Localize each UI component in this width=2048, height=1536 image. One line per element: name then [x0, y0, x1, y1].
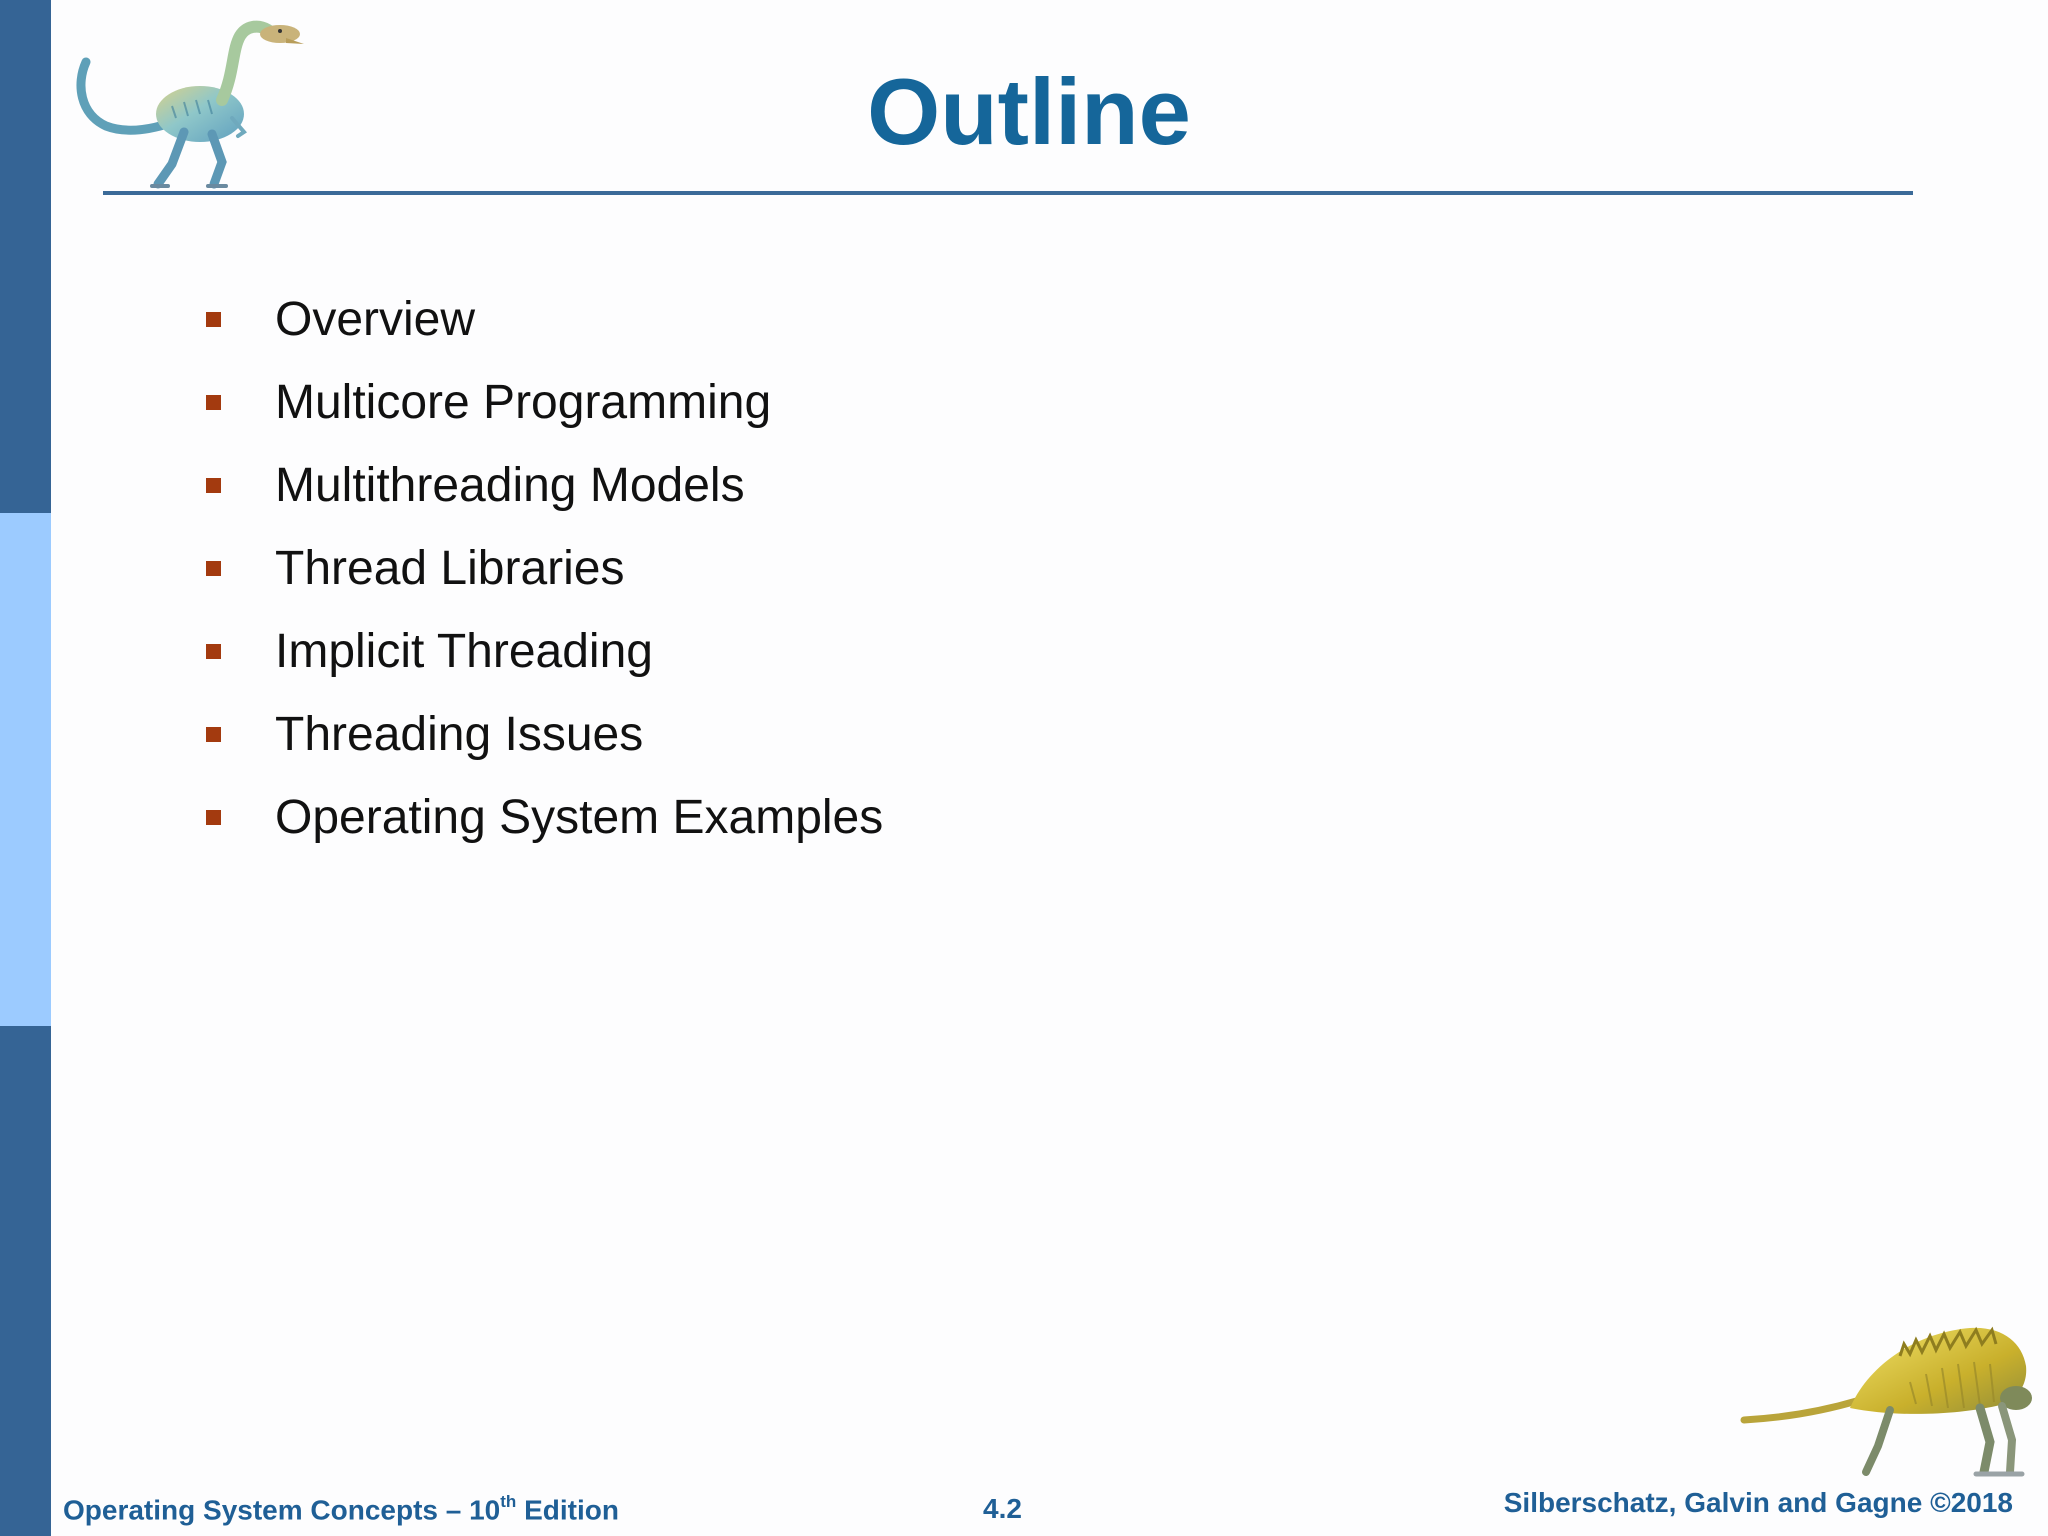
list-item — [200, 444, 883, 527]
list-item — [200, 527, 883, 610]
bullet-square-icon — [206, 561, 221, 576]
footer-authors: Silberschatz, Galvin and Gagne ©2018 — [1503, 1487, 2013, 1518]
dinosaur-icon — [1740, 1322, 2040, 1482]
bullet-square-icon — [206, 478, 221, 493]
bullet-square-icon — [206, 727, 221, 742]
sidebar-stripe-bottom — [0, 1026, 51, 1536]
footer-book-title — [63, 1494, 619, 1526]
list-item — [200, 776, 883, 859]
sidebar-stripe-middle — [0, 513, 51, 1026]
footer-book-title-suffix: Edition — [516, 1494, 619, 1526]
list-item — [200, 278, 883, 361]
bullet-square-icon — [206, 395, 221, 410]
outline-list — [200, 278, 883, 859]
footer-book-title-prefix: Operating System Concepts – 10 — [63, 1494, 501, 1526]
bullet-square-icon — [206, 644, 221, 659]
bullet-square-icon — [206, 810, 221, 825]
list-item-text: Threading Issues — [275, 708, 644, 761]
list-item — [200, 610, 883, 693]
list-item-text: Multithreading Models — [275, 459, 745, 512]
list-item-text: Implicit Threading — [275, 625, 653, 678]
title-divider — [103, 191, 1913, 195]
list-item-text: Multicore Programming — [275, 376, 772, 429]
slide-title: Outline — [867, 59, 1191, 164]
list-item-text: Thread Libraries — [275, 542, 625, 595]
list-item-text: Operating System Examples — [275, 791, 884, 844]
list-item — [200, 693, 883, 776]
page-number: 4.2 — [983, 1493, 1022, 1524]
footer-book-title-sup: th — [500, 1492, 517, 1511]
bullet-square-icon — [206, 312, 221, 327]
list-item — [200, 361, 883, 444]
list-item-text: Overview — [275, 293, 476, 346]
